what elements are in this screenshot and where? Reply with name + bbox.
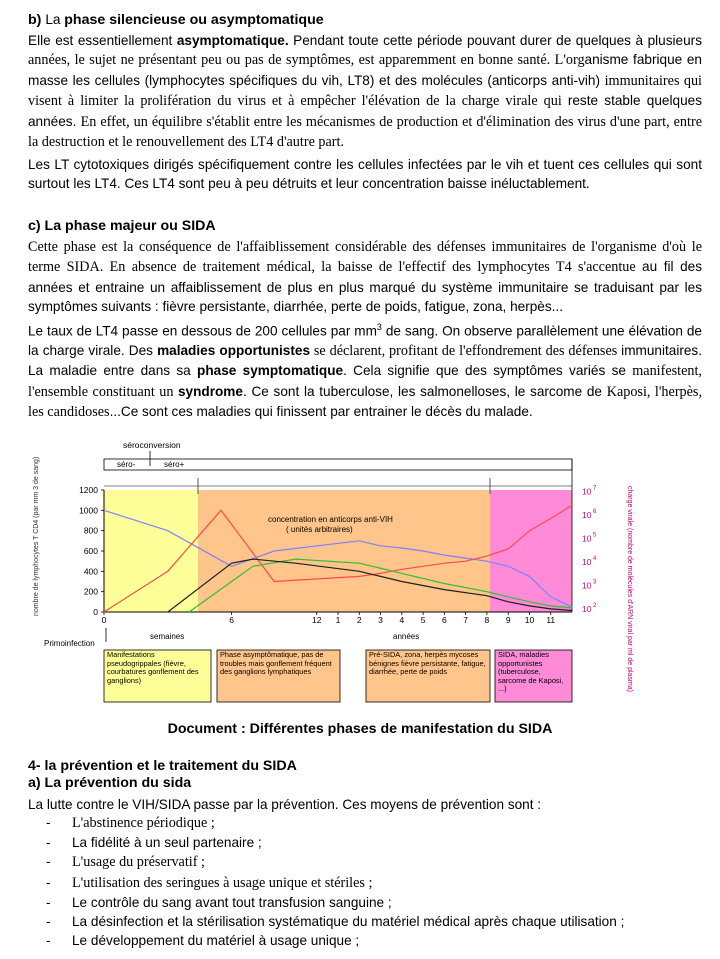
- list-item: [44, 931, 694, 950]
- x-tick-label-years: 10: [524, 615, 535, 625]
- y-right-tick-label: 10: [582, 510, 592, 521]
- y-right-tick-exponent: 2: [593, 603, 597, 609]
- antibody-annotation-line-2: ( unités arbitraires): [286, 525, 353, 534]
- x-tick-label-years: 4: [399, 615, 405, 625]
- list-dash: -: [46, 854, 51, 870]
- x-tick-label-years: 3: [378, 615, 383, 625]
- x-tick-label-years: 12: [311, 615, 322, 625]
- section-c-paragraph-1: Cette phase est la conséquence de l'affaiblissement considérable des défenses immunitaires de l'organisme d'où le terme SIDA. En absence de traitement médical, la baisse de l'effectif des lymphocytes T4 s'accentue au fil des années et entraine un affaiblissement de plus en plus marqué du système immunitaire se traduisant par les symptômes suivants : fièvre persistante, diarrhée, perte de poids, fatigue, zona, herpès...: [28, 239, 702, 315]
- sero-minus-label: séro-: [117, 460, 136, 469]
- x-tick-label-years: 8: [484, 615, 490, 625]
- y-right-tick-exponent: 4: [593, 556, 597, 563]
- y-left-tick-label: 600: [83, 546, 98, 556]
- section-b-paragraph-1: Elle est essentiellement asymptomatique. Pendant toute cette période pouvant durer de quelques à plusieurs années, le sujet ne présentant peu ou pas de symptômes, est apparemment en bonne santé. L'organisme fabrique en masse les cellules (lymphocytes spécifiques du vih, LT8) et des molécules (anticorps anti-vih) immunitaires qui visent à limiter la prolifération du virus et à empêcher l'élévation de la charge virale qui reste stable quelques années. En effet, un équilibre s'établit entre les mécanismes de production et d'élimination des virus d'une part, entre la destruction et le renouvellement des LT4 d'autre part.: [28, 33, 702, 151]
- list-dash: -: [46, 835, 51, 851]
- section-b-title: phase silencieuse ou asymptomatique: [64, 12, 324, 28]
- y-right-tick-exponent: 5: [593, 532, 597, 539]
- section-c-title: c) La phase majeur ou SIDA: [28, 218, 216, 234]
- prevention-intro: La lutte contre le VIH/SIDA passe par la prévention. Ces moyens de prévention sont :: [28, 797, 542, 812]
- section-b-heading: b) La phase silencieuse ou asymptomatique: [28, 12, 324, 28]
- y-right-tick-label: 10: [582, 580, 592, 591]
- list-dash: -: [46, 933, 51, 949]
- list-dash: -: [46, 914, 51, 930]
- y-right-tick-exponent: 6: [593, 509, 597, 516]
- x-label-years: années: [393, 632, 420, 641]
- list-item-text: L'abstinence périodique ;: [72, 815, 215, 831]
- list-item-text: Le contrôle du sang avant tout transfusion sanguine ;: [72, 894, 392, 910]
- y-right-axis-label: charge virale (nombre de molécules d'ARN viral par ml de plasma): [626, 486, 633, 692]
- sero-plus-label: séro+: [164, 460, 185, 469]
- y-left-tick-label: 200: [83, 586, 98, 597]
- list-item: [44, 873, 694, 893]
- phase-box-2: Phase asymptômatique, pas de troubles mais gonflement fréquent des ganglions lymphatiques: [220, 650, 332, 677]
- sida-phases-chart: [0, 436, 720, 711]
- section-4a-title: a) La prévention du sida: [28, 775, 192, 791]
- y-right-tick-exponent: 3: [593, 579, 597, 586]
- phase-bg-primo: [104, 490, 198, 612]
- list-dash: -: [46, 874, 51, 890]
- list-item-text: L'usage du préservatif ;: [72, 854, 205, 871]
- x-start-label: Primoinfection: [44, 639, 95, 648]
- y-left-tick-label: 800: [83, 525, 98, 536]
- list-item-text: La désinfection et la stérilisation systématique du matériel médical après chaque utilisation ;: [72, 914, 625, 930]
- x-tick-label-weeks: 6: [229, 615, 235, 625]
- y-right-tick-exponent: 7: [593, 485, 597, 492]
- document-caption: Document : Différentes phases de manifestation du SIDA: [167, 721, 553, 737]
- list-item: [44, 813, 694, 833]
- y-right-tick-label: 10: [582, 557, 592, 568]
- x-tick-label-years: 9: [505, 615, 511, 625]
- prevention-list: [44, 813, 694, 950]
- list-dash: -: [46, 815, 51, 830]
- list-item-text: La fidélité à un seul partenaire ;: [72, 835, 262, 851]
- x-tick-label-years: 7: [463, 615, 469, 625]
- x-tick-label-years: 6: [441, 615, 447, 625]
- y-left-tick-label: 1000: [79, 505, 98, 516]
- x-tick-label-years: 11: [546, 615, 556, 625]
- y-right-tick-label: 10: [582, 533, 592, 544]
- phase-box-4: SIDA, maladies opportunistes (tuberculose, sarcome de Kaposi, ...): [498, 650, 564, 694]
- y-left-tick-label: 1200: [79, 485, 98, 495]
- y-right-tick-label: 10: [582, 486, 592, 497]
- x-tick-label-years: 5: [420, 615, 426, 625]
- list-item: [44, 833, 694, 852]
- list-item: [44, 852, 694, 872]
- y-left-tick-label: 400: [83, 566, 98, 577]
- list-item: [44, 893, 694, 912]
- y-left-tick-label: 0: [93, 607, 98, 617]
- list-item-text: Le développement du matériel à usage unique ;: [72, 933, 360, 949]
- x-tick-label-weeks: 0: [101, 615, 107, 625]
- section-4-title: 4- la prévention et le traitement du SIDA: [28, 758, 297, 774]
- y-right-tick-label: 10: [582, 604, 592, 614]
- phase-box-3: Pré-SIDA, zona, herpès mycoses bénignes fièvre persistante, fatigue, diarrhée, perte de poids: [369, 650, 486, 677]
- y-left-axis-label: nombre de lymphocytes T CD4 (par mm 3 de sang): [33, 456, 40, 616]
- x-label-weeks: semaines: [150, 632, 185, 641]
- phase-box-1: Manifestations pseudogrippales (fièvre, courbatures gonflement des ganglions): [107, 650, 199, 685]
- list-item-text: L'utilisation des seringues à usage unique et stériles ;: [72, 874, 373, 891]
- section-b-paragraph-2: Les LT cytotoxiques dirigés spécifiquement contre les cellules infectées par le vih et tuent ces cellules qui sont surtout les LT4. Ces LT4 sont peu à peu détruits et leur concentration baisse inéluctablement.: [28, 157, 702, 192]
- section-c-paragraph-2: Le taux de LT4 passe en dessous de 200 cellules par $mm^3$ de sang. On observe parallèlement une élévation de la charge virale. Des maladies opportunistes se déclarent, profitant de l'effondrement des défenses immunitaires. La maladie entre dans sa phase symptomatique. Cela signifie que des symptômes variés se manifestent, l'ensemble constituant un syndrome. Ce sont la tuberculose, les salmonelloses, le sarcome de Kaposi, l'herpès, les candidoses...Ce sont ces maladies qui finissent par entrainer le décès du malade.: [28, 322, 702, 421]
- list-item: [44, 912, 694, 931]
- x-tick-label-years: 2: [356, 615, 362, 625]
- antibody-annotation-line-1: concentration en anticorps anti-VIH: [268, 515, 393, 524]
- list-dash: -: [46, 894, 51, 910]
- phase-bg-asympto: [198, 490, 490, 612]
- x-tick-label-years: 1: [335, 615, 341, 625]
- seroconversion-label: séroconversion: [123, 440, 181, 450]
